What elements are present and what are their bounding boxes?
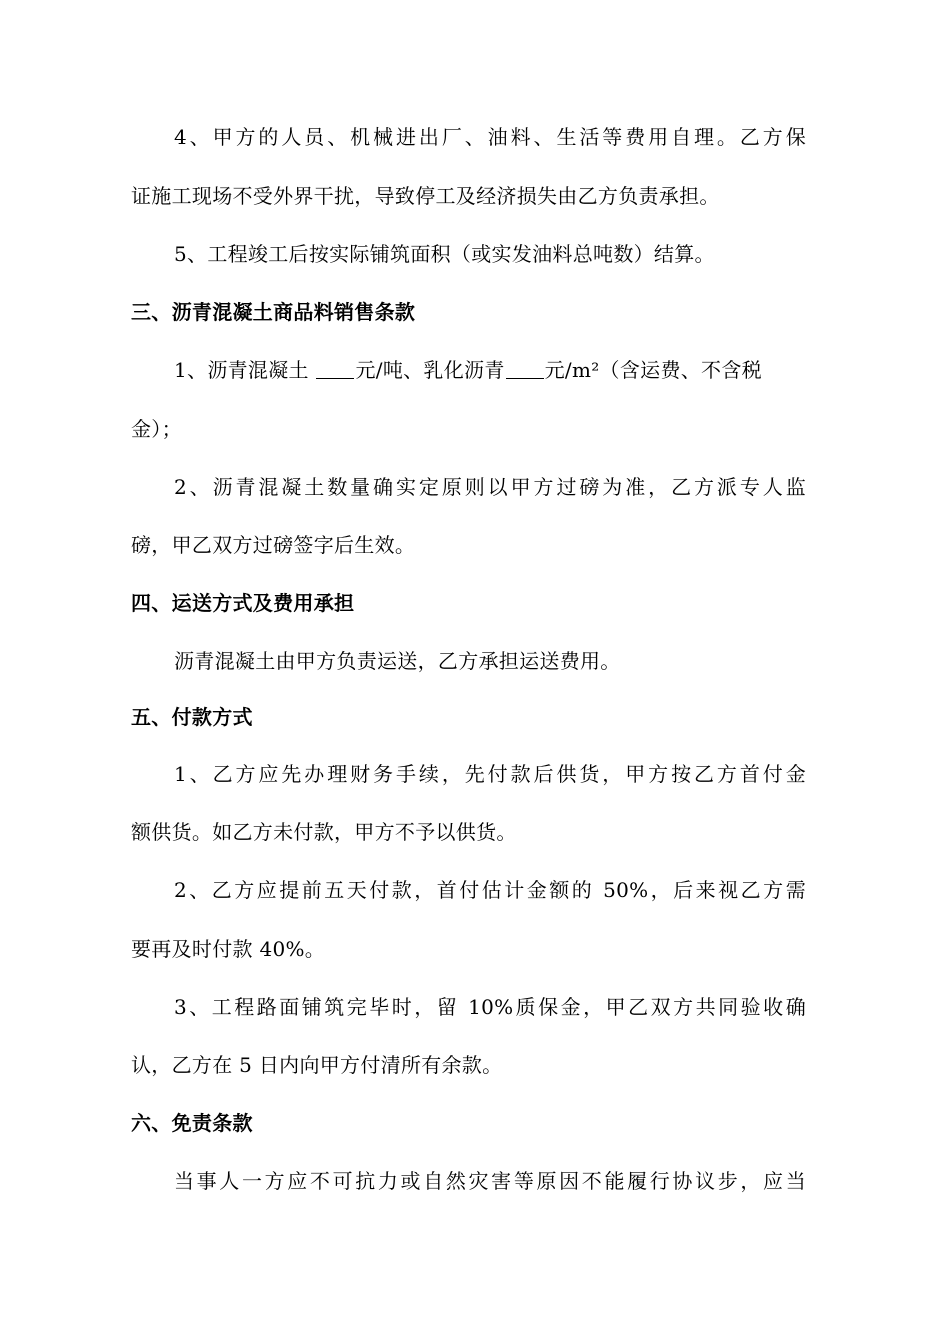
price-blank-emulsion (506, 360, 544, 379)
clause-3-1-part-b: 元/吨、乳化沥青 (355, 358, 505, 382)
clause-3-2-line-2: 磅，甲乙双方过磅签字后生效。 (131, 533, 416, 557)
section-4-heading: 四、运送方式及费用承担 (131, 591, 355, 615)
clause-5-3-line-2: 认，乙方在 5 日内向甲方付清所有余款。 (131, 1053, 503, 1077)
clause-3-1-line-1 (174, 356, 806, 384)
section-5-heading: 五、付款方式 (131, 705, 253, 729)
clause-5-1-line-2: 额供货。如乙方未付款，甲方不予以供货。 (131, 820, 517, 844)
clause-2-4-line-2: 证施工现场不受外界干扰，导致停工及经济损失由乙方负责承担。 (131, 184, 720, 208)
clause-5-2-line-1: 2、乙方应提前五天付款，首付估计金额的 50%，后来视乙方需 (174, 878, 806, 902)
clause-3-1-part-c: 元/m²（含运费、不含税 (544, 358, 762, 382)
clause-5-1-line-1: 1、乙方应先办理财务手续，先付款后供货，甲方按乙方首付金 (174, 762, 806, 786)
section-4-body: 沥青混凝土由甲方负责运送，乙方承担运送费用。 (174, 649, 621, 673)
clause-5-3-line-1: 3、工程路面铺筑完毕时，留 10%质保金，甲乙双方共同验收确 (174, 995, 806, 1019)
clause-3-2-line-1: 2、沥青混凝土数量确实定原则以甲方过磅为准，乙方派专人监 (174, 475, 806, 499)
clause-2-4-line-1: 4、甲方的人员、机械进出厂、油料、生活等费用自理。乙方保 (174, 125, 806, 149)
section-3-heading: 三、沥青混凝土商品料销售条款 (131, 300, 416, 324)
section-6-body-line-1: 当事人一方应不可抗力或自然灾害等原因不能履行协议步，应当 (174, 1169, 806, 1193)
price-blank-asphalt (316, 360, 354, 379)
section-6-heading: 六、免责条款 (131, 1111, 253, 1135)
clause-5-2-line-2: 要再及时付款 40%。 (131, 937, 326, 961)
clause-3-1-line-2: 金）； (131, 417, 182, 441)
clause-2-5: 5、工程竣工后按实际铺筑面积（或实发油料总吨数）结算。 (174, 242, 715, 266)
clause-3-1-part-a: 1、沥青混凝土 (174, 358, 316, 382)
